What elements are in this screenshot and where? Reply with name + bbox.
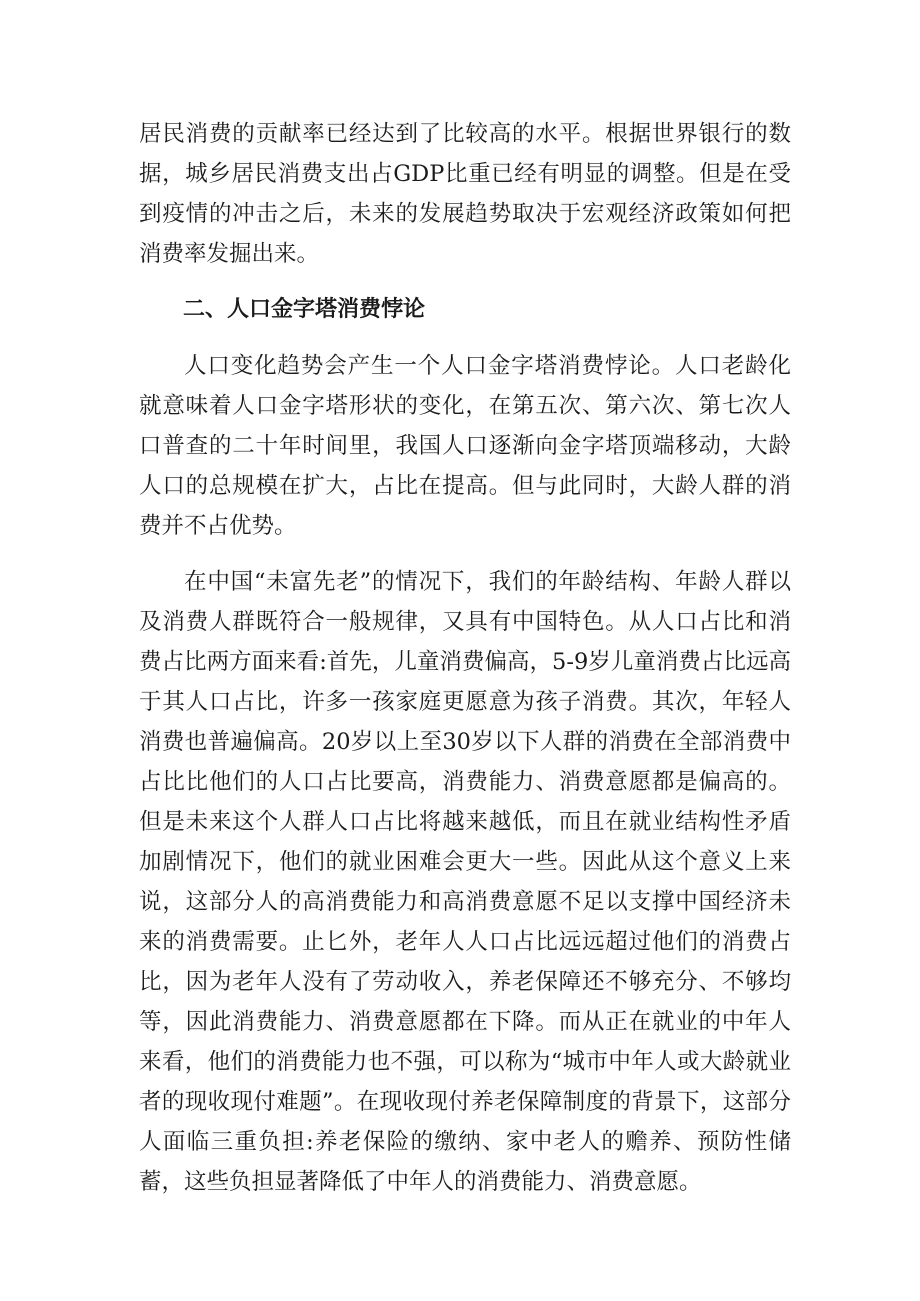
paragraph-age-structure: 在中国“未富先老”的情况下，我们的年龄结构、年龄人群以及消费人群既符合一般规律，又具有中国特色。从人口占比和消费占比两方面来看:首先，儿童消费偏高，5-9岁儿童消费占比远高于其人口占比，许多一孩家庭更愿意为孩子消费。其次，年轻人消费也普遍偏高。20岁以上至30岁以下人群的消费在全部消费中占比比他们的人口占比要高，消费能力、消费意愿都是偏高的。但是未来这个人群人口占比将越来越低，而且在就业结构性矛盾加剧情况下，他们的就业困难会更大一些。因此从这个意义上来说，这部分人的高消费能力和高消费意愿不足以支撑中国经济未来的消费需要。止匕外，老年人人口占比远远超过他们的消费占比，因为老年人没有了劳动收入，养老保障还不够充分、不够均等，因此消费能力、消费意愿都在下降。而从正在就业的中年人来看，他们的消费能力也不强，可以称为“城市中年人或大龄就业者的现收现付难题”。在现收现付养老保障制度的背景下，这部分人面临三重负担:养老保险的缴纳、家中老人的赡养、预防性储蓄，这些负担显著降低了中年人的消费能力、消费意愿。 — [139, 569, 791, 1195]
document-body — [139, 114, 791, 1218]
section-heading: 二、人口金字塔消费悖论 — [183, 297, 426, 322]
paragraph-consumption-contribution: 居民消费的贡献率已经达到了比较高的水平。根据世界银行的数据，城乡居民消费支出占GDP比重已经有明显的调整。但是在受到疫情的冲击之后，未来的发展趋势取决于宏观经济政策如何把消费率发掘出来。 — [139, 121, 791, 267]
paragraph-pyramid-paradox: 人口变化趋势会产生一个人口金字塔消费悖论。人口老龄化就意味着人口金字塔形状的变化，在第五次、第六次、第七次人口普查的二十年时间里，我国人口逐渐向金字塔顶端移动，大龄人口的总规模在扩大，占比在提高。但与此同时，大龄人群的消费并不占优势。 — [139, 353, 791, 539]
